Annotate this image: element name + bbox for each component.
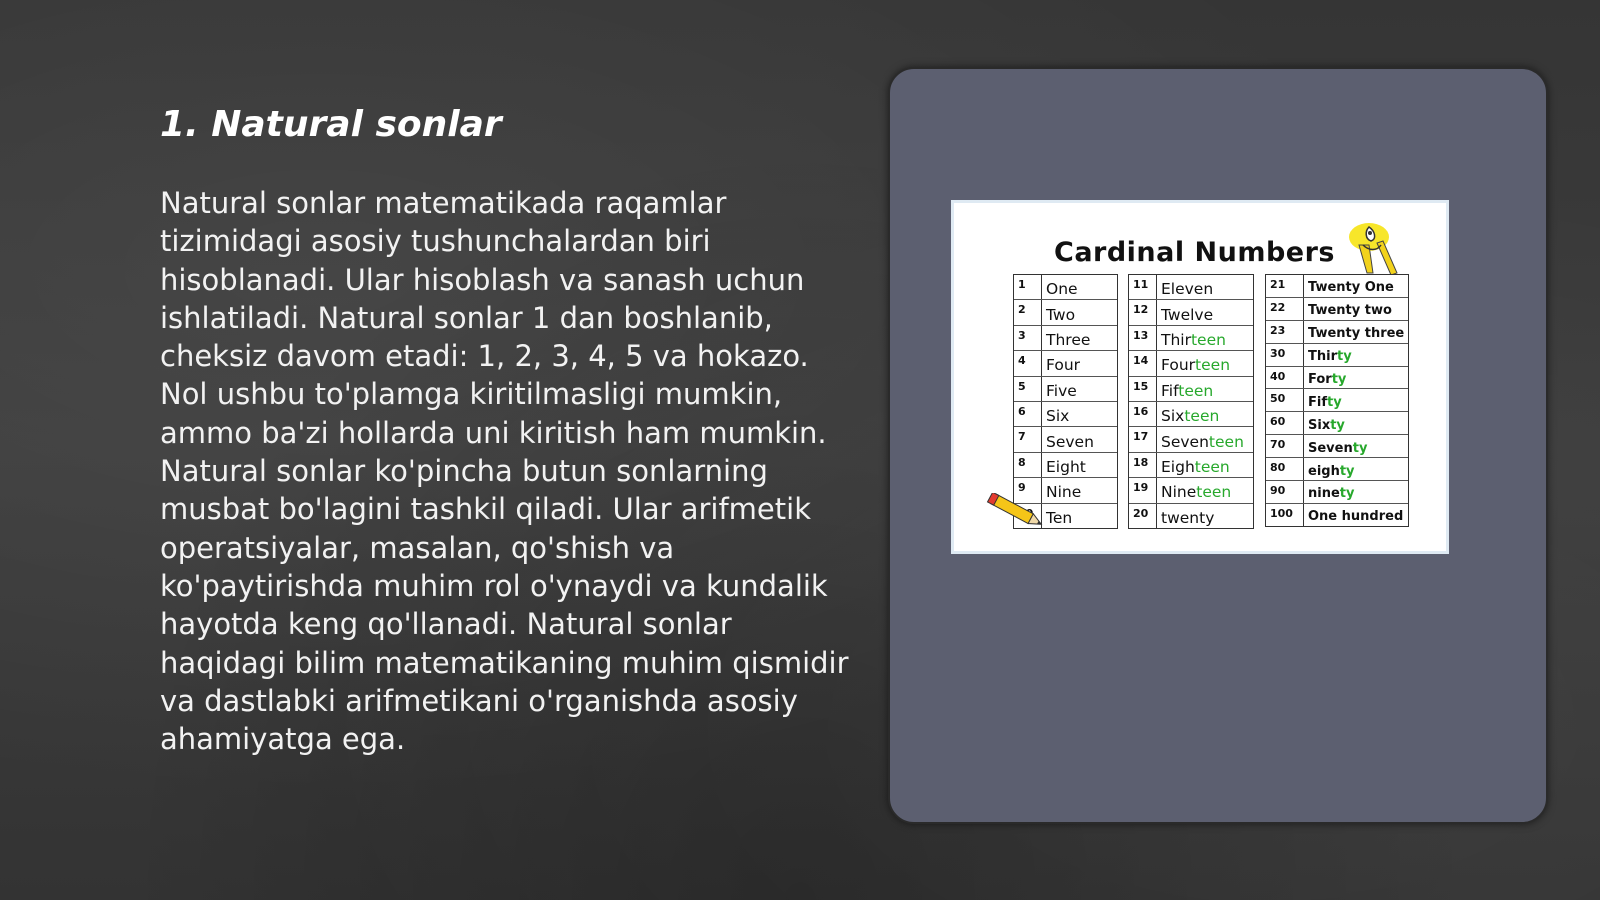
number-row: 8 Eight: [1014, 453, 1117, 478]
number-row: 23 Twenty three: [1266, 321, 1408, 344]
number-row: 13 Thirteen: [1129, 326, 1253, 351]
numbers-column-2: [1128, 274, 1254, 529]
number-row: 30 Thirty: [1266, 344, 1408, 367]
cardinal-numbers-image: [951, 200, 1449, 554]
mascot-icon: [1339, 215, 1409, 277]
number-row: 12 Twelve: [1129, 300, 1253, 325]
number-row: 11 Eleven: [1129, 275, 1253, 300]
number-row: 5 Five: [1014, 377, 1117, 402]
number-row: 20 twenty: [1129, 504, 1253, 528]
numbers-column-3: [1265, 274, 1409, 527]
slide-title: 1. Natural sonlar: [160, 104, 502, 145]
number-row: 70 Seventy: [1266, 435, 1408, 458]
number-row: 60 Sixty: [1266, 412, 1408, 435]
number-row: 2 Two: [1014, 300, 1117, 325]
number-row: 16 Sixteen: [1129, 402, 1253, 427]
number-row: 9 Nine: [1014, 478, 1117, 503]
number-row: 6 Six: [1014, 402, 1117, 427]
number-row: 80 eighty: [1266, 458, 1408, 481]
number-row: 40 Forty: [1266, 367, 1408, 390]
number-row: Ten: [1014, 504, 1117, 528]
number-row: 21 Twenty One: [1266, 275, 1408, 298]
number-row: 3 Three: [1014, 326, 1117, 351]
slide-body-text: Natural sonlar matematikada raqamlar tizimidagi asosiy tushunchalardan biri hisoblanadi. Ular hisoblash va sanash uchun ishlatiladi. Natural sonlar 1 dan boshlanib, cheksiz davom etadi: 1, 2, 3, 4, 5 va hokazo. Nol ushbu to'plamga kiritilmasligi mumkin, ammo ba'zi hollarda uni kiritish ham mumkin. Natural sonlar ko'pincha butun sonlarning musbat bo'lagini tashkil qiladi. Ular arifmetik operatsiyalar, masalan, qo'shish va ko'paytirishda muhim rol o'ynaydi va kundalik hayotda keng qo'llanadi. Natural sonlar haqidagi bilim matematikaning muhim qismidir va dastlabki arifmetikani o'rganishda asosiy ahamiyatga ega.: [160, 186, 849, 757]
number-row: 17 Seventeen: [1129, 427, 1253, 452]
numbers-column-1: [1013, 274, 1118, 529]
number-row: 22 Twenty two: [1266, 298, 1408, 321]
number-row: 15 Fifteen: [1129, 377, 1253, 402]
number-row: 50 Fifty: [1266, 389, 1408, 412]
number-row: 4 Four: [1014, 351, 1117, 376]
number-row: 1 One: [1014, 275, 1117, 300]
number-row: 100 One hundred: [1266, 504, 1408, 526]
pencil-icon: [986, 493, 1052, 533]
number-row: 90 ninety: [1266, 481, 1408, 504]
number-row: 14 Fourteen: [1129, 351, 1253, 376]
card-title: Cardinal Numbers: [1054, 237, 1336, 268]
number-row: 18 Eighteen: [1129, 453, 1253, 478]
number-row: 7 Seven: [1014, 427, 1117, 452]
number-row: 19 Nineteen: [1129, 478, 1253, 503]
